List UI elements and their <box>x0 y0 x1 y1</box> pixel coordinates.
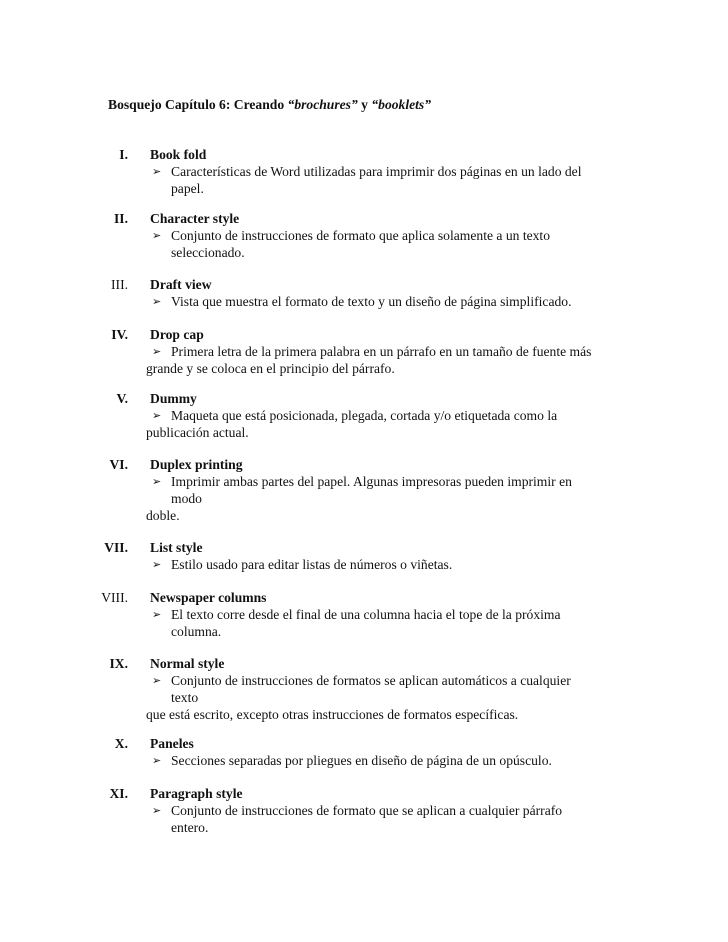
entry-term: Duplex printing <box>150 457 243 472</box>
arrow-bullet-icon: ➢ <box>152 295 162 308</box>
bullet-text <box>171 293 621 310</box>
bullet-line: seleccionado. <box>171 245 245 260</box>
bullet-line: Conjunto de instrucciones de formatos se aplican automáticos a cualquier <box>171 673 571 688</box>
entry-continuation: grande y se coloca en el principio del párrafo. <box>146 361 395 376</box>
bullet-line: entero. <box>171 820 209 835</box>
entry-term: Newspaper columns <box>150 590 267 605</box>
heading-mid: y <box>357 97 372 112</box>
bullet-line: texto <box>171 690 199 705</box>
bullet-text <box>171 407 621 424</box>
bullet-line: columna. <box>171 624 222 639</box>
arrow-bullet-icon: ➢ <box>152 674 162 687</box>
arrow-bullet-icon: ➢ <box>152 345 162 358</box>
entry-term: Paragraph style <box>150 786 243 801</box>
entry-numeral: I. <box>119 147 128 162</box>
entry-numeral: IX. <box>109 656 128 671</box>
entry-numeral: IV. <box>111 327 128 342</box>
bullet-text <box>171 163 621 197</box>
entry-term: Normal style <box>150 656 225 671</box>
bullet-line: El texto corre desde el final de una columna hacia el tope de la próxima <box>171 607 561 622</box>
bullet-line: Secciones separadas por pliegues en diseño de página de un opúsculo. <box>171 753 552 768</box>
entry-numeral: XI. <box>109 786 128 801</box>
entry-continuation: que está escrito, excepto otras instrucciones de formatos específicas. <box>146 707 519 722</box>
entry-term: Character style <box>150 211 240 226</box>
bullet-text <box>171 672 621 706</box>
entry-term: Book fold <box>150 147 207 162</box>
bullet-text <box>171 802 621 836</box>
arrow-bullet-icon: ➢ <box>152 804 162 817</box>
bullet-line: modo <box>171 491 202 506</box>
arrow-bullet-icon: ➢ <box>152 754 162 767</box>
bullet-line: Imprimir ambas partes del papel. Algunas impresoras pueden imprimir en <box>171 474 572 489</box>
outline-heading <box>108 96 431 113</box>
heading-brochures: “brochures” <box>287 97 358 112</box>
entry-numeral: III. <box>111 277 128 292</box>
entry-numeral: II. <box>114 211 128 226</box>
bullet-line: Maqueta que está posicionada, plegada, cortada y/o etiquetada como la <box>171 408 558 423</box>
arrow-bullet-icon: ➢ <box>152 229 162 242</box>
entry-term: Draft view <box>150 277 212 292</box>
entry-numeral: X. <box>114 736 128 751</box>
bullet-text <box>171 556 621 573</box>
entry-numeral: VIII. <box>101 590 128 605</box>
arrow-bullet-icon: ➢ <box>152 409 162 422</box>
entry-continuation: doble. <box>146 508 180 523</box>
entry-term: Dummy <box>150 391 197 406</box>
bullet-text <box>171 227 621 261</box>
bullet-text <box>171 752 621 769</box>
bullet-line: Conjunto de instrucciones de formato que se aplican a cualquier párrafo <box>171 803 563 818</box>
bullet-line: Conjunto de instrucciones de formato que aplica solamente a un texto <box>171 228 551 243</box>
bullet-line: Estilo usado para editar listas de números o viñetas. <box>171 557 453 572</box>
bullet-text <box>171 473 621 507</box>
arrow-bullet-icon: ➢ <box>152 475 162 488</box>
heading-prefix: Bosquejo Capítulo 6: Creando <box>108 97 288 112</box>
arrow-bullet-icon: ➢ <box>152 608 162 621</box>
bullet-line: Primera letra de la primera palabra en un párrafo en un tamaño de fuente más <box>171 344 592 359</box>
entry-continuation: publicación actual. <box>146 425 249 440</box>
bullet-text <box>171 343 621 360</box>
entry-term: Drop cap <box>150 327 204 342</box>
entry-term: Paneles <box>150 736 194 751</box>
bullet-line: papel. <box>171 181 204 196</box>
entry-term: List style <box>150 540 203 555</box>
bullet-line: Vista que muestra el formato de texto y un diseño de página simplificado. <box>171 294 572 309</box>
bullet-text <box>171 606 621 640</box>
arrow-bullet-icon: ➢ <box>152 558 162 571</box>
entry-numeral: VII. <box>104 540 128 555</box>
arrow-bullet-icon: ➢ <box>152 165 162 178</box>
heading-booklets: “booklets” <box>371 97 432 112</box>
entry-numeral: VI. <box>109 457 128 472</box>
bullet-line: Características de Word utilizadas para imprimir dos páginas en un lado del <box>171 164 582 179</box>
entry-numeral: V. <box>116 391 128 406</box>
